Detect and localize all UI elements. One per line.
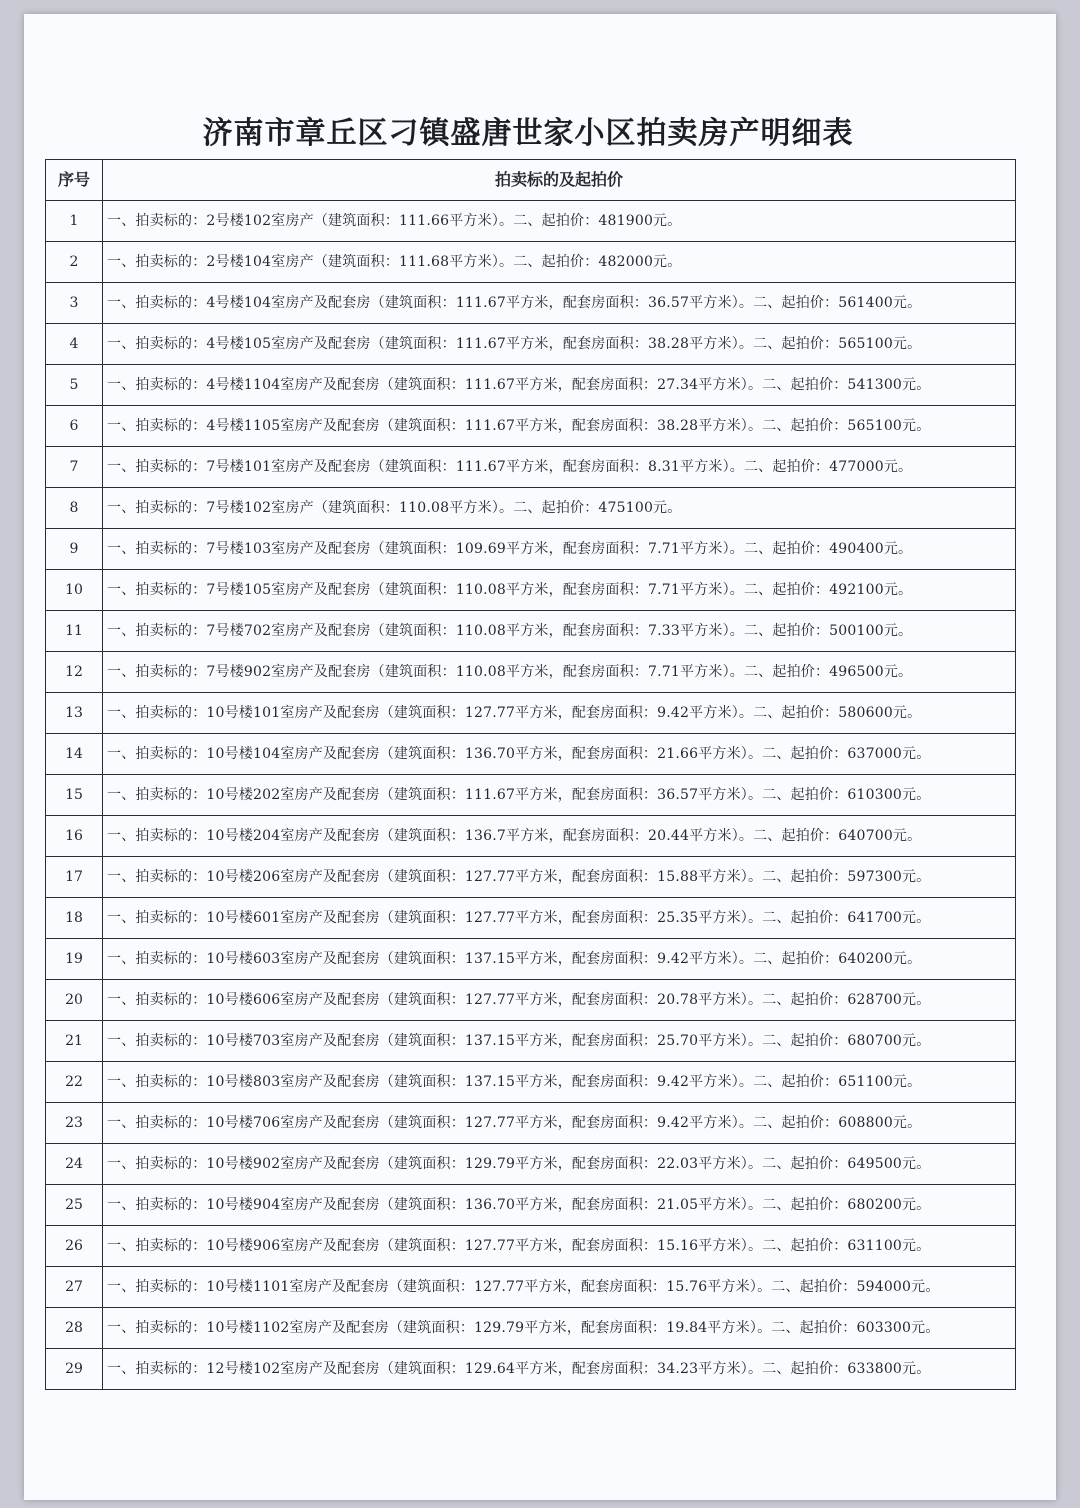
row-serial-number: 1 xyxy=(46,201,103,242)
row-auction-description: 一、拍卖标的：4号楼1105室房产及配套房（建筑面积：111.67平方米，配套房面积：38.28平方米）。二、起拍价：565100元。 xyxy=(103,406,1016,447)
row-serial-number: 14 xyxy=(46,734,103,775)
header-serial-number: 序号 xyxy=(46,160,103,201)
row-serial-number: 18 xyxy=(46,898,103,939)
row-serial-number: 17 xyxy=(46,857,103,898)
table-row xyxy=(46,775,1016,816)
row-serial-number: 6 xyxy=(46,406,103,447)
row-auction-description: 一、拍卖标的：10号楼202室房产及配套房（建筑面积：111.67平方米，配套房面积：36.57平方米）。二、起拍价：610300元。 xyxy=(103,775,1016,816)
row-serial-number: 4 xyxy=(46,324,103,365)
page-title: 济南市章丘区刁镇盛唐世家小区拍卖房产明细表 xyxy=(202,116,854,151)
row-serial-number: 13 xyxy=(46,693,103,734)
row-serial-number: 5 xyxy=(46,365,103,406)
table-row xyxy=(46,652,1016,693)
row-auction-description: 一、拍卖标的：10号楼1102室房产及配套房（建筑面积：129.79平方米，配套房面积：19.84平方米）。二、起拍价：603300元。 xyxy=(103,1308,1016,1349)
row-serial-number: 15 xyxy=(46,775,103,816)
table-row xyxy=(46,898,1016,939)
row-auction-description: 一、拍卖标的：7号楼101室房产及配套房（建筑面积：111.67平方米，配套房面积：8.31平方米）。二、起拍价：477000元。 xyxy=(103,447,1016,488)
row-serial-number: 24 xyxy=(46,1144,103,1185)
table-header-row xyxy=(46,160,1016,201)
row-auction-description: 一、拍卖标的：10号楼803室房产及配套房（建筑面积：137.15平方米，配套房面积：9.42平方米）。二、起拍价：651100元。 xyxy=(103,1062,1016,1103)
row-serial-number: 23 xyxy=(46,1103,103,1144)
row-auction-description: 一、拍卖标的：10号楼902室房产及配套房（建筑面积：129.79平方米，配套房面积：22.03平方米）。二、起拍价：649500元。 xyxy=(103,1144,1016,1185)
table-row xyxy=(46,1021,1016,1062)
table-row xyxy=(46,529,1016,570)
row-serial-number: 2 xyxy=(46,242,103,283)
table-row xyxy=(46,201,1016,242)
table-row xyxy=(46,939,1016,980)
row-auction-description: 一、拍卖标的：10号楼904室房产及配套房（建筑面积：136.70平方米，配套房面积：21.05平方米）。二、起拍价：680200元。 xyxy=(103,1185,1016,1226)
row-auction-description: 一、拍卖标的：7号楼702室房产及配套房（建筑面积：110.08平方米，配套房面积：7.33平方米）。二、起拍价：500100元。 xyxy=(103,611,1016,652)
row-serial-number: 20 xyxy=(46,980,103,1021)
row-auction-description: 一、拍卖标的：2号楼104室房产（建筑面积：111.68平方米）。二、起拍价：482000元。 xyxy=(103,242,1016,283)
table-row xyxy=(46,857,1016,898)
row-auction-description: 一、拍卖标的：10号楼601室房产及配套房（建筑面积：127.77平方米，配套房面积：25.35平方米）。二、起拍价：641700元。 xyxy=(103,898,1016,939)
row-serial-number: 19 xyxy=(46,939,103,980)
table-row xyxy=(46,1103,1016,1144)
row-auction-description: 一、拍卖标的：10号楼606室房产及配套房（建筑面积：127.77平方米，配套房面积：20.78平方米）。二、起拍价：628700元。 xyxy=(103,980,1016,1021)
row-serial-number: 9 xyxy=(46,529,103,570)
row-serial-number: 8 xyxy=(46,488,103,529)
table-row xyxy=(46,242,1016,283)
row-serial-number: 12 xyxy=(46,652,103,693)
table-row xyxy=(46,816,1016,857)
table-row xyxy=(46,447,1016,488)
row-auction-description: 一、拍卖标的：10号楼906室房产及配套房（建筑面积：127.77平方米，配套房面积：15.16平方米）。二、起拍价：631100元。 xyxy=(103,1226,1016,1267)
row-serial-number: 27 xyxy=(46,1267,103,1308)
row-auction-description: 一、拍卖标的：10号楼706室房产及配套房（建筑面积：127.77平方米，配套房面积：9.42平方米）。二、起拍价：608800元。 xyxy=(103,1103,1016,1144)
row-auction-description: 一、拍卖标的：4号楼1104室房产及配套房（建筑面积：111.67平方米，配套房面积：27.34平方米）。二、起拍价：541300元。 xyxy=(103,365,1016,406)
row-serial-number: 25 xyxy=(46,1185,103,1226)
table-row xyxy=(46,365,1016,406)
row-auction-description: 一、拍卖标的：10号楼206室房产及配套房（建筑面积：127.77平方米，配套房面积：15.88平方米）。二、起拍价：597300元。 xyxy=(103,857,1016,898)
row-serial-number: 10 xyxy=(46,570,103,611)
table-row xyxy=(46,283,1016,324)
row-serial-number: 11 xyxy=(46,611,103,652)
row-serial-number: 7 xyxy=(46,447,103,488)
row-auction-description: 一、拍卖标的：10号楼204室房产及配套房（建筑面积：136.7平方米，配套房面积：20.44平方米）。二、起拍价：640700元。 xyxy=(103,816,1016,857)
row-serial-number: 28 xyxy=(46,1308,103,1349)
table-row xyxy=(46,693,1016,734)
table-row xyxy=(46,1267,1016,1308)
table-row xyxy=(46,488,1016,529)
row-auction-description: 一、拍卖标的：4号楼105室房产及配套房（建筑面积：111.67平方米，配套房面积：38.28平方米）。二、起拍价：565100元。 xyxy=(103,324,1016,365)
row-auction-description: 一、拍卖标的：7号楼102室房产（建筑面积：110.08平方米）。二、起拍价：475100元。 xyxy=(103,488,1016,529)
table-row xyxy=(46,980,1016,1021)
table-row xyxy=(46,1185,1016,1226)
row-auction-description: 一、拍卖标的：7号楼105室房产及配套房（建筑面积：110.08平方米，配套房面积：7.71平方米）。二、起拍价：492100元。 xyxy=(103,570,1016,611)
row-auction-description: 一、拍卖标的：4号楼104室房产及配套房（建筑面积：111.67平方米，配套房面积：36.57平方米）。二、起拍价：561400元。 xyxy=(103,283,1016,324)
table-row xyxy=(46,324,1016,365)
row-auction-description: 一、拍卖标的：2号楼102室房产（建筑面积：111.66平方米）。二、起拍价：481900元。 xyxy=(103,201,1016,242)
row-serial-number: 3 xyxy=(46,283,103,324)
row-serial-number: 16 xyxy=(46,816,103,857)
row-auction-description: 一、拍卖标的：7号楼103室房产及配套房（建筑面积：109.69平方米，配套房面积：7.71平方米）。二、起拍价：490400元。 xyxy=(103,529,1016,570)
table-row xyxy=(46,1349,1016,1390)
row-auction-description: 一、拍卖标的：10号楼101室房产及配套房（建筑面积：127.77平方米，配套房面积：9.42平方米）。二、起拍价：580600元。 xyxy=(103,693,1016,734)
table-row xyxy=(46,570,1016,611)
row-serial-number: 26 xyxy=(46,1226,103,1267)
table-row xyxy=(46,1062,1016,1103)
table-row xyxy=(46,734,1016,775)
table-row xyxy=(46,611,1016,652)
row-auction-description: 一、拍卖标的：10号楼603室房产及配套房（建筑面积：137.15平方米，配套房面积：9.42平方米）。二、起拍价：640200元。 xyxy=(103,939,1016,980)
row-auction-description: 一、拍卖标的：12号楼102室房产及配套房（建筑面积：129.64平方米，配套房面积：34.23平方米）。二、起拍价：633800元。 xyxy=(103,1349,1016,1390)
table-row xyxy=(46,1226,1016,1267)
row-auction-description: 一、拍卖标的：10号楼1101室房产及配套房（建筑面积：127.77平方米，配套房面积：15.76平方米）。二、起拍价：594000元。 xyxy=(103,1267,1016,1308)
row-auction-description: 一、拍卖标的：7号楼902室房产及配套房（建筑面积：110.08平方米，配套房面积：7.71平方米）。二、起拍价：496500元。 xyxy=(103,652,1016,693)
table-row xyxy=(46,406,1016,447)
row-serial-number: 22 xyxy=(46,1062,103,1103)
auction-detail-table xyxy=(45,159,1016,1390)
row-serial-number: 21 xyxy=(46,1021,103,1062)
table-row xyxy=(46,1308,1016,1349)
table-row xyxy=(46,1144,1016,1185)
header-auction-item-and-price: 拍卖标的及起拍价 xyxy=(103,160,1016,201)
row-serial-number: 29 xyxy=(46,1349,103,1390)
row-auction-description: 一、拍卖标的：10号楼703室房产及配套房（建筑面积：137.15平方米，配套房面积：25.70平方米）。二、起拍价：680700元。 xyxy=(103,1021,1016,1062)
row-auction-description: 一、拍卖标的：10号楼104室房产及配套房（建筑面积：136.70平方米，配套房面积：21.66平方米）。二、起拍价：637000元。 xyxy=(103,734,1016,775)
